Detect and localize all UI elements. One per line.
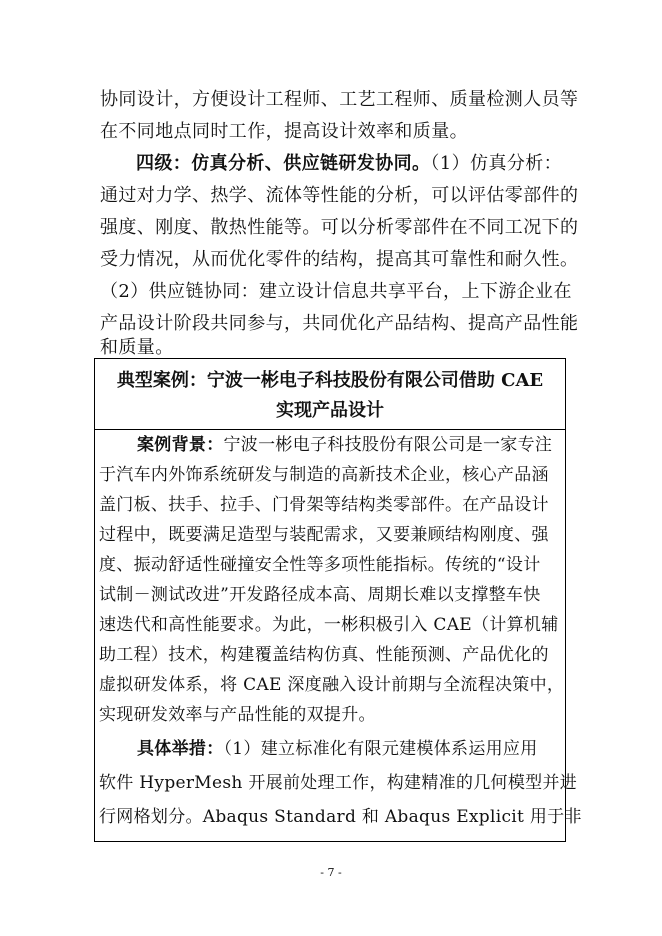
paragraph-line: 强度、刚度、散热性能等。可以分析零部件在不同工况下的 bbox=[100, 217, 579, 238]
paragraph-line: （2）供应链协同：建立设计信息共享平台，上下游企业在 bbox=[100, 281, 572, 302]
case-title-line1: 典型案例：宁波一彬电子科技股份有限公司借助 CAE bbox=[116, 370, 544, 391]
paragraph-line: 受力情况，从而优化零件的结构，提高其可靠性和耐久性。 bbox=[100, 249, 579, 270]
paragraph-line: 产品设计阶段共同参与，共同优化产品结构、提高产品性能 bbox=[100, 313, 579, 334]
background-line: 助工程）技术，构建覆盖结构仿真、性能预测、产品优化的 bbox=[99, 645, 549, 665]
paragraph-line: 和质量。 bbox=[100, 337, 174, 358]
case-study-box bbox=[94, 358, 582, 842]
simulation-analysis-label: （1）仿真分析： bbox=[430, 153, 563, 174]
background-text: 宁波一彬电子科技股份有限公司是一家专注 bbox=[223, 435, 553, 455]
title-divider bbox=[95, 429, 565, 430]
level-four-heading-line bbox=[136, 152, 562, 176]
measures-label: 具体举措： bbox=[137, 739, 224, 759]
paragraph-line: 协同设计，方便设计工程师、工艺工程师、质量检测人员等 bbox=[100, 89, 579, 110]
measures-line: 行网格划分。Abaqus Standard 和 Abaqus Explicit 用于非 bbox=[99, 807, 582, 827]
measures-text: （1）建立标准化有限元建模体系运用应用 bbox=[223, 739, 538, 759]
page-number: - 7 - bbox=[320, 866, 342, 879]
background-line: 速迭代和高性能要求。为此，一彬积极引入 CAE（计算机辅 bbox=[99, 615, 559, 635]
measures-first-line bbox=[137, 737, 538, 761]
measures-line: 软件 HyperMesh 开展前处理工作，构建精准的几何模型并进 bbox=[99, 773, 578, 793]
case-title-line2: 实现产品设计 bbox=[276, 400, 384, 421]
background-line: 实现研发效率与产品性能的双提升。 bbox=[99, 705, 376, 725]
background-line: 虚拟研发体系，将 CAE 深度融入设计前期与全流程决策中， bbox=[99, 675, 565, 695]
level-four-heading: 四级：仿真分析、供应链研发协同。 bbox=[136, 153, 431, 174]
background-line: 过程中，既要满足造型与装配需求，又要兼顾结构刚度、强 bbox=[99, 525, 549, 545]
background-line: 度、振动舒适性碰撞安全性等多项性能指标。传统的“设计 bbox=[99, 555, 541, 575]
background-line: 试制－测试改进”开发路径成本高、周期长难以支撑整车快 bbox=[99, 585, 541, 605]
background-first-line bbox=[137, 433, 552, 457]
background-line: 于汽车内外饰系统研发与制造的高新技术企业，核心产品涵 bbox=[99, 465, 549, 485]
background-label: 案例背景： bbox=[137, 435, 224, 455]
background-line: 盖门板、扶手、拉手、门骨架等结构类零部件。在产品设计 bbox=[99, 495, 549, 515]
paragraph-line: 在不同地点同时工作，提高设计效率和质量。 bbox=[100, 121, 468, 142]
paragraph-line: 通过对力学、热学、流体等性能的分析，可以评估零部件的 bbox=[100, 185, 579, 206]
